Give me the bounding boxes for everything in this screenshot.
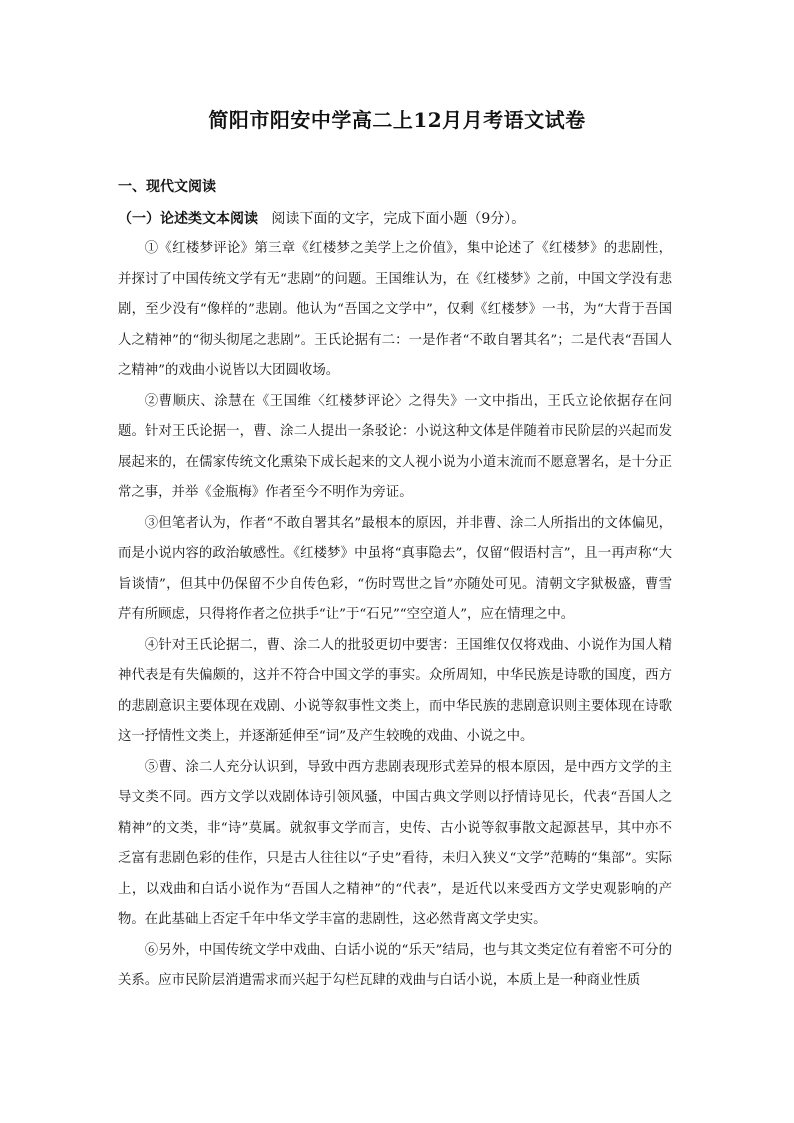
- document-title: 简阳市阳安中学高二上12月月考语文试卷: [208, 108, 586, 132]
- paragraph-4: ④针对王氏论据二，曹、涂二人的批驳更切中要害：王国维仅仅将戏曲、小说作为国人精神代表是有失偏颇的，这并不符合中国文学的事实。众所周知，中华民族是诗歌的国度，西方的悲剧意识主要体现在戏剧、小说等叙事性文类上，而中华民族的悲剧意识则主要体现在诗歌这一抒情性文类上，并逐渐延伸至“词”及产生较晚的戏曲、小说之中。: [118, 637, 672, 744]
- sub-heading-instruction: 阅读下面的文字，完成下面小题（9分）。: [271, 211, 526, 227]
- sub-heading: [118, 208, 678, 228]
- section-heading: 一、现代文阅读: [118, 179, 216, 195]
- reading-passage: [118, 234, 672, 997]
- paragraph-2: ②曹顺庆、涂慧在《王国维〈红楼梦评论〉之得失》一文中指出，王氏立论依据存在问题。针对王氏论据一，曹、涂二人提出一条驳论：小说这种文体是伴随着市民阶层的兴起而发展起来的，在儒家传统文化熏染下成长起来的文人视小说为小道末流而不愿意署名，是十分正常之事，并举《金瓶梅》作者至今不明作为旁证。: [118, 393, 672, 500]
- paragraph-3: ③但笔者认为，作者“不敢自署其名”最根本的原因，并非曹、涂二人所指出的文体偏见，而是小说内容的政治敏感性。《红楼梦》中虽将“真事隐去”，仅留“假语村言”，且一再声称“大旨谈情”，但其中仍保留不少自传色彩，“伤时骂世之旨”亦随处可见。清朝文字狱极盛，曹雪芹有所顾虑，只得将作者之位拱手“让”于“石兄”“空空道人”，应在情理之中。: [118, 515, 672, 622]
- paragraph-6: ⑥另外，中国传统文学中戏曲、白话小说的“乐天”结局，也与其文类定位有着密不可分的关系。应市民阶层消遣需求而兴起于勾栏瓦肆的戏曲与白话小说，本质上是一种商业性质: [118, 942, 672, 988]
- paragraph-1: ①《红楼梦评论》第三章《红楼梦之美学上之价值》，集中论述了《红楼梦》的悲剧性，并探讨了中国传统文学有无“悲剧”的问题。王国维认为，在《红楼梦》之前，中国文学没有悲剧，至少没有“像样的”悲剧。他认为“吾国之文学中”，仅剩《红楼梦》一书，为“大背于吾国人之精神”的“彻头彻尾之悲剧”。王氏论据有二：一是作者“不敢自署其名”；二是代表“吾国人之精神”的戏曲小说皆以大团圆收场。: [118, 241, 672, 378]
- sub-heading-label: （一）论述类文本阅读: [118, 211, 258, 227]
- paragraph-5: ⑤曹、涂二人充分认识到，导致中西方悲剧表现形式差异的根本原因，是中西方文学的主导文类不同。西方文学以戏剧体诗引领风骚，中国古典文学则以抒情诗见长，代表“吾国人之精神”的文类，非“诗”莫属。就叙事文学而言，史传、古小说等叙事散文起源甚早，其中亦不乏富有悲剧色彩的佳作，只是古人往往以“子史”看待，未归入狭义“文学”范畴的“集部”。实际上，以戏曲和白话小说作为“吾国人之精神”的“代表”，是近代以来受西方文学史观影响的产物。在此基础上否定千年中华文学丰富的悲剧性，这必然背离文学史实。: [118, 759, 672, 927]
